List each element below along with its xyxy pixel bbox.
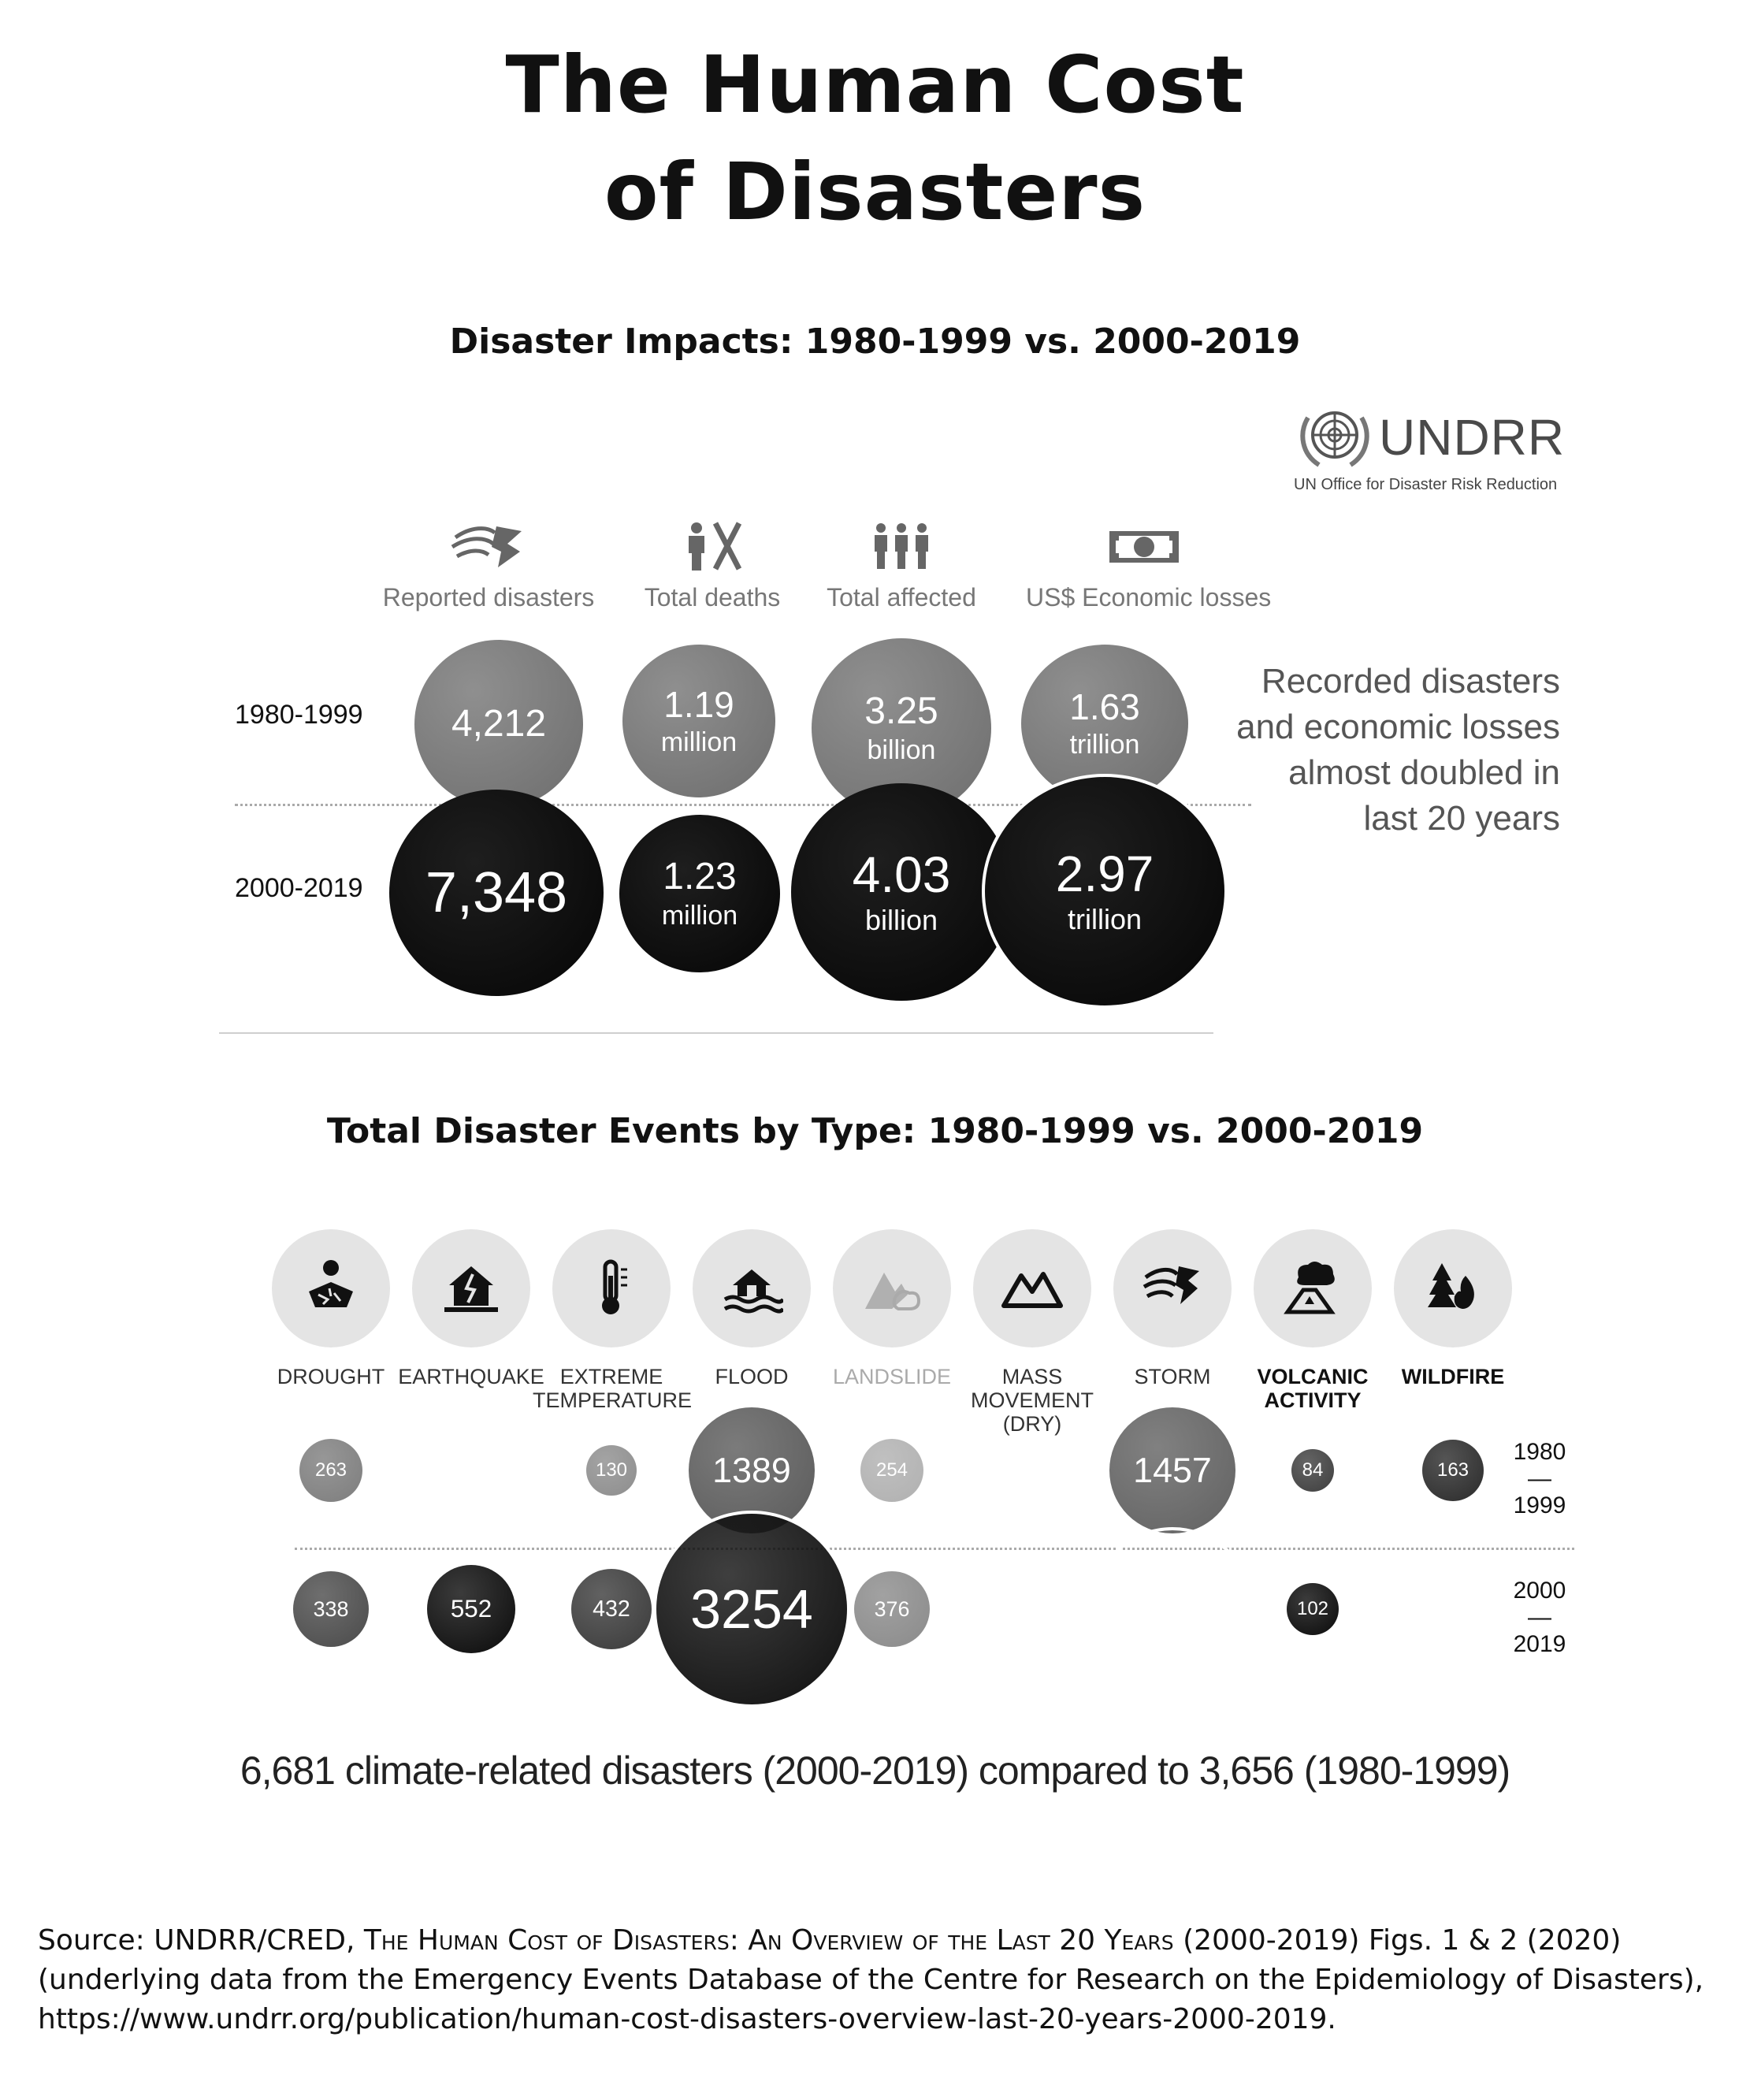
source-report-title: The Human Cost of Disasters: An Overview of the Last 20 Years (2000-2019) xyxy=(363,1924,1360,1957)
bubble-value: 1.19 xyxy=(663,684,734,725)
bubble-earthquakeperiod-2000-2019 xyxy=(427,1565,515,1653)
bubble-mass-movement-dry-period-2000-2019 xyxy=(1014,1591,1050,1627)
storm-icon xyxy=(1113,1229,1232,1347)
bubble-unit: billion xyxy=(864,904,938,936)
bubble-floodperiod-2000-2019 xyxy=(653,1511,850,1708)
bubble-total-deaths-1980-1999 xyxy=(622,645,775,797)
metric-label: Total deaths xyxy=(644,583,781,611)
period-end: 2019 xyxy=(1513,1631,1566,1657)
bubble-value: 1389 xyxy=(712,1450,791,1490)
bubble-unit: billion xyxy=(867,735,936,765)
bubble-economic-losses-2000-2019 xyxy=(982,774,1228,1009)
money-icon xyxy=(1106,520,1182,572)
type-label: EARTHQUAKE xyxy=(398,1365,544,1388)
bubble-droughtperiod-2000-2019 xyxy=(293,1571,369,1647)
storm-icon xyxy=(449,520,528,572)
type-column-5 xyxy=(953,1229,1111,1436)
type-label: DROUGHT xyxy=(277,1365,385,1388)
thermometer-icon xyxy=(552,1229,671,1347)
bubble-value: 338 xyxy=(313,1596,349,1621)
undrr-logo xyxy=(1292,402,1566,496)
logo-subtitle: UN Office for Disaster Risk Reduction xyxy=(1294,476,1558,493)
callout-text: Recorded disasters and economic losses almost doubled in last 20 years xyxy=(1236,662,1560,838)
type-label: EXTREME TEMPERATURE xyxy=(533,1365,693,1412)
bubble-value: 13 xyxy=(1021,1598,1043,1619)
bubble-value: 3.25 xyxy=(864,690,938,732)
bubble-value: 163 xyxy=(1436,1459,1469,1481)
period-end: 1999 xyxy=(1513,1492,1566,1518)
bubble-value: 254 xyxy=(875,1459,908,1481)
people-icon xyxy=(870,520,933,572)
bubble-reported-disasters-1980-1999 xyxy=(414,640,583,808)
bubble-value: 238 xyxy=(1436,1597,1470,1620)
bubble-value: 1.23 xyxy=(663,856,737,898)
title-line-2: of Disasters xyxy=(604,146,1146,238)
source-prefix: Source: UNDRR/CRED, xyxy=(38,1924,364,1957)
bubble-unit: trillion xyxy=(1067,903,1143,935)
metric-header-total-affected xyxy=(783,520,1020,612)
type-column-3 xyxy=(673,1229,830,1388)
bubble-wildfireperiod-1980-1999 xyxy=(1422,1440,1484,1501)
period-start: 2000 xyxy=(1513,1578,1566,1604)
bubble-value: 3254 xyxy=(690,1578,813,1640)
row-label-2000-2019: 2000-2019 xyxy=(235,873,363,903)
period-start: 1980 xyxy=(1513,1439,1566,1465)
bubble-value: 376 xyxy=(874,1596,910,1621)
bubble-value: 102 xyxy=(1296,1598,1329,1619)
section-divider xyxy=(219,1032,1213,1034)
source-suffix: Figs. 1 & 2 (2020) (underlying data from the Emergency Events Database of the Centre for Research on the Epidemiology of Disasters), https://www.undrr.org/publication/human-cost-disasters-overview-last-20-years-2000-2019. xyxy=(38,1924,1704,2035)
period-dash: — xyxy=(1528,1604,1551,1630)
type-label: LANDSLIDE xyxy=(832,1365,952,1388)
metric-label: Reported disasters xyxy=(382,583,595,611)
un-emblem-icon xyxy=(1292,402,1377,473)
bubble-value: 2.97 xyxy=(1055,846,1154,902)
bubble-value: 2043 xyxy=(1121,1582,1224,1634)
bubble-earthquakeperiod-1980-1999 xyxy=(435,1434,507,1507)
bubble-total-deaths-2000-2019 xyxy=(619,815,780,972)
metric-header-economic-losses xyxy=(1026,520,1272,612)
impacts-section-title: Disaster Impacts: 1980-1999 vs. 2000-2019 xyxy=(449,322,1301,362)
type-column-6 xyxy=(1094,1229,1251,1388)
earthquake-icon xyxy=(412,1229,530,1347)
deaths-icon xyxy=(681,520,744,572)
page-title xyxy=(0,32,1750,246)
metric-header-reported-disasters xyxy=(370,520,607,612)
bubble-volcanic-activityperiod-2000-2019 xyxy=(1287,1583,1339,1635)
bubble-landslideperiod-2000-2019 xyxy=(854,1571,930,1647)
metric-label: US$ Economic losses xyxy=(1026,583,1272,611)
type-column-1 xyxy=(392,1229,550,1388)
bubble-unit: million xyxy=(660,727,738,757)
types-section-title: Total Disaster Events by Type: 1980-1999 vs. 2000-2019 xyxy=(326,1111,1424,1151)
bubble-value: 552 xyxy=(450,1595,492,1623)
type-column-4 xyxy=(813,1229,971,1388)
bubble-total-affected-2000-2019 xyxy=(791,783,1012,1001)
bubble-value: 7,348 xyxy=(425,861,568,924)
title-line-1: The Human Cost xyxy=(505,39,1245,131)
volcano-icon xyxy=(1254,1229,1372,1347)
type-label: VOLCANIC ACTIVITY xyxy=(1257,1365,1369,1412)
bubble-volcanic-activityperiod-1980-1999 xyxy=(1291,1449,1334,1492)
type-period-divider xyxy=(295,1548,1574,1550)
flood-icon xyxy=(693,1229,811,1347)
bubble-value: 130 xyxy=(595,1459,628,1481)
row-label-1980-1999: 1980-1999 xyxy=(235,700,363,730)
period-label-1980-1999 xyxy=(1500,1439,1579,1519)
type-label: STORM xyxy=(1134,1365,1211,1388)
period-dash: — xyxy=(1528,1466,1551,1492)
bubble-value: 4.03 xyxy=(852,846,951,903)
bubble-value: 84 xyxy=(1302,1459,1324,1481)
bubble-value: 1.63 xyxy=(1069,686,1140,727)
source-citation xyxy=(38,1921,1716,2039)
bubble-droughtperiod-1980-1999 xyxy=(299,1439,362,1502)
bubble-extreme-temperatureperiod-2000-2019 xyxy=(571,1569,652,1649)
bubble-unit: million xyxy=(661,901,738,931)
type-label: FLOOD xyxy=(715,1365,789,1388)
landslide-icon xyxy=(833,1229,951,1347)
type-column-8 xyxy=(1374,1229,1532,1388)
bubble-stormperiod-1980-1999 xyxy=(1109,1407,1235,1533)
type-column-7 xyxy=(1234,1229,1391,1412)
bubble-mass-movement-dry-period-1980-1999 xyxy=(1013,1451,1051,1489)
bubble-value: 263 xyxy=(314,1459,347,1481)
bubble-landslideperiod-1980-1999 xyxy=(860,1439,923,1502)
bubble-value: 1457 xyxy=(1133,1450,1212,1490)
bubble-reported-disasters-2000-2019 xyxy=(389,790,604,996)
summary-text: 6,681 climate-related disasters (2000-2019) compared to 3,656 (1980-1999) xyxy=(240,1749,1510,1793)
bubble-extreme-temperatureperiod-1980-1999 xyxy=(586,1445,637,1496)
bubble-stormperiod-2000-2019 xyxy=(1090,1527,1254,1691)
mountain-icon xyxy=(973,1229,1091,1347)
type-column-0 xyxy=(252,1229,410,1388)
metric-label: Total affected xyxy=(827,583,976,611)
bubble-value: 4,212 xyxy=(451,703,547,745)
wildfire-icon xyxy=(1394,1229,1512,1347)
bubble-wildfireperiod-2000-2019 xyxy=(1417,1574,1488,1645)
bubble-value: 27 xyxy=(1021,1459,1043,1481)
type-label: MASS MOVEMENT (DRY) xyxy=(970,1365,1094,1436)
bubble-value: 445 xyxy=(454,1459,489,1481)
type-label: WILDFIRE xyxy=(1401,1365,1505,1388)
logo-name: UNDRR xyxy=(1379,409,1566,466)
drought-icon xyxy=(272,1229,390,1347)
period-label-2000-2019 xyxy=(1500,1578,1579,1658)
bubble-unit: trillion xyxy=(1069,730,1140,760)
bubble-value: 432 xyxy=(593,1596,630,1622)
type-column-2 xyxy=(533,1229,693,1412)
